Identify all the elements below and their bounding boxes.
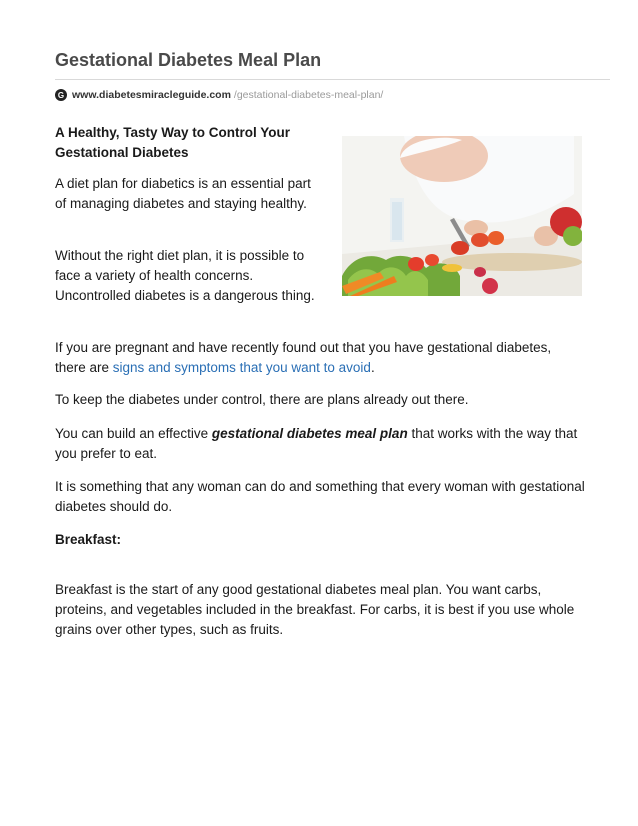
paragraph-health-concerns: Without the right diet plan, it is possible to face a variety of health concerns. Uncontrolled diabetes is a dangerous thing. [55, 248, 315, 303]
source-logo-icon: G [55, 89, 67, 101]
food-photo-illustration [342, 136, 582, 296]
source-domain-link[interactable]: www.diabetesmiracleguide.com [72, 89, 231, 101]
meal-plan-emphasis: gestational diabetes meal plan [211, 426, 408, 441]
source-line [55, 88, 383, 102]
article-heading: A Healthy, Tasty Way to Control Your Gestational Diabetes [55, 125, 291, 160]
paragraph-pregnant [55, 338, 585, 378]
paragraph-pregnant-text: If you are pregnant and have recently found out that you have gestational diabetes, there are [55, 340, 552, 375]
paragraph-any-woman: It is something that any woman can do and something that every woman with gestational diabetes should do. [55, 479, 585, 514]
paragraph-control: To keep the diabetes under control, there are plans already out there. [55, 392, 469, 407]
paragraph-breakfast: Breakfast is the start of any good gestational diabetes meal plan. You want carbs, proteins, and vegetables included in the breakfast. For carbs, it is best if you use whole grains over other types, such as fruits. [55, 582, 575, 637]
paragraph-diet-plan: A diet plan for diabetics is an essential part of managing diabetes and staying healthy. [55, 176, 311, 211]
title-divider [55, 79, 610, 80]
pregnant-woman-cutting-vegetables-photo [342, 136, 582, 296]
paragraph-build-plan-end: that works with the way that you prefer to eat. [55, 426, 578, 461]
breakfast-heading: Breakfast: [55, 532, 122, 547]
page-title: Gestational Diabetes Meal Plan [55, 50, 322, 70]
source-path-link[interactable]: /gestational-diabetes-meal-plan/ [233, 89, 384, 101]
paragraph-build-plan [55, 424, 585, 464]
paragraph-build-plan-text: You can build an effective [55, 426, 212, 441]
signs-symptoms-link[interactable]: signs and symptoms that you want to avoid [112, 360, 371, 375]
paragraph-pregnant-end: . [370, 360, 375, 375]
